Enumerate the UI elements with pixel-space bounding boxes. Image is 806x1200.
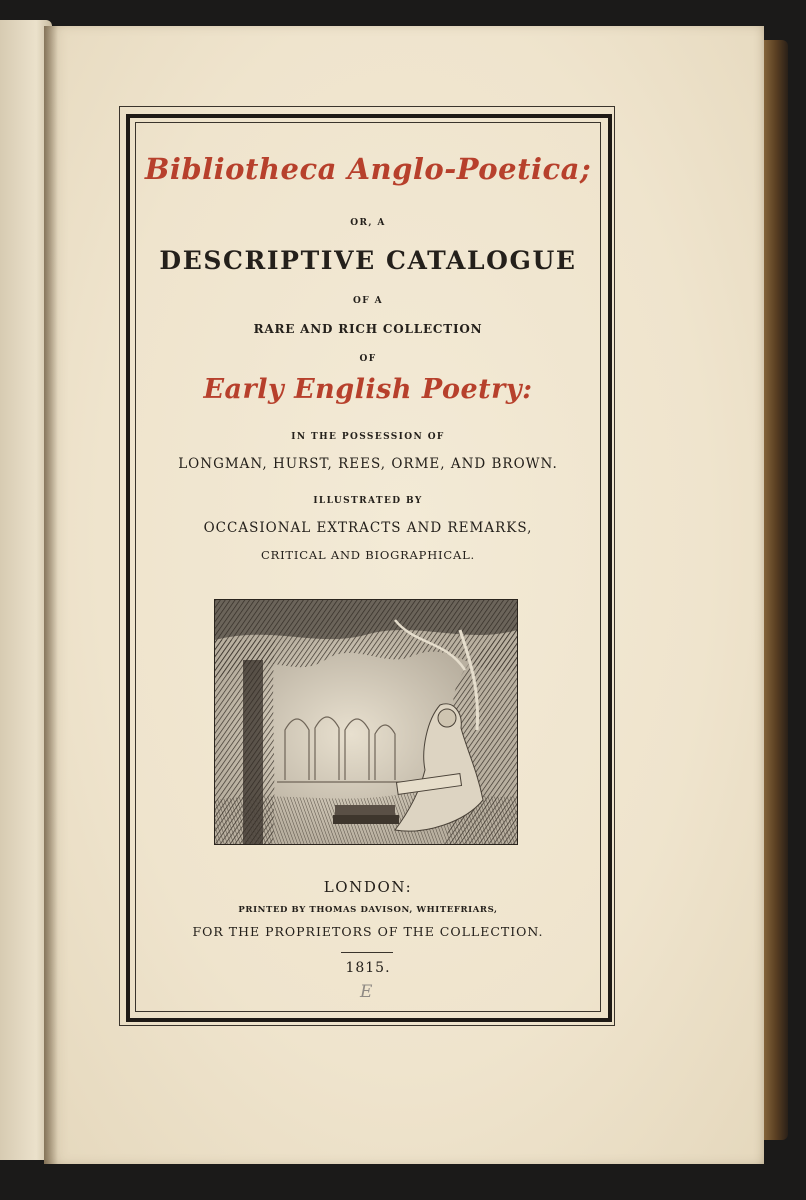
title-bibliotheca: Bibliotheca Anglo-Poetica;	[144, 152, 592, 186]
collection-line: RARE AND RICH COLLECTION	[253, 322, 483, 336]
main-title: DESCRIPTIVE CATALOGUE	[159, 246, 577, 275]
short-divider-rule	[341, 952, 393, 953]
printer-line: PRINTED BY THOMAS DAVISON, WHITEFRIARS,	[238, 905, 498, 915]
owners-line: LONGMAN, HURST, REES, ORME, AND BROWN.	[178, 456, 558, 472]
proprietors-line: FOR THE PROPRIETORS OF THE COLLECTION.	[192, 924, 544, 939]
subject-line: Early English Poetry:	[203, 374, 533, 405]
or-a-line: OR, A	[350, 218, 386, 228]
engraving-vignette	[214, 599, 518, 845]
critical-line: CRITICAL AND BIOGRAPHICAL.	[261, 548, 475, 562]
engraving-image	[215, 600, 517, 844]
extracts-line: OCCASIONAL EXTRACTS AND REMARKS,	[203, 520, 533, 536]
place-line: LONDON:	[323, 878, 413, 896]
year-line: 1815.	[345, 960, 391, 976]
page-gutter-shadow	[44, 26, 58, 1164]
of-a-line: OF A	[353, 296, 383, 306]
of-line: OF	[359, 354, 377, 364]
pencil-annotation: E	[360, 982, 373, 1002]
possession-intro: IN THE POSSESSION OF	[291, 432, 445, 442]
illustrated-by-line: ILLUSTRATED BY	[313, 496, 423, 506]
